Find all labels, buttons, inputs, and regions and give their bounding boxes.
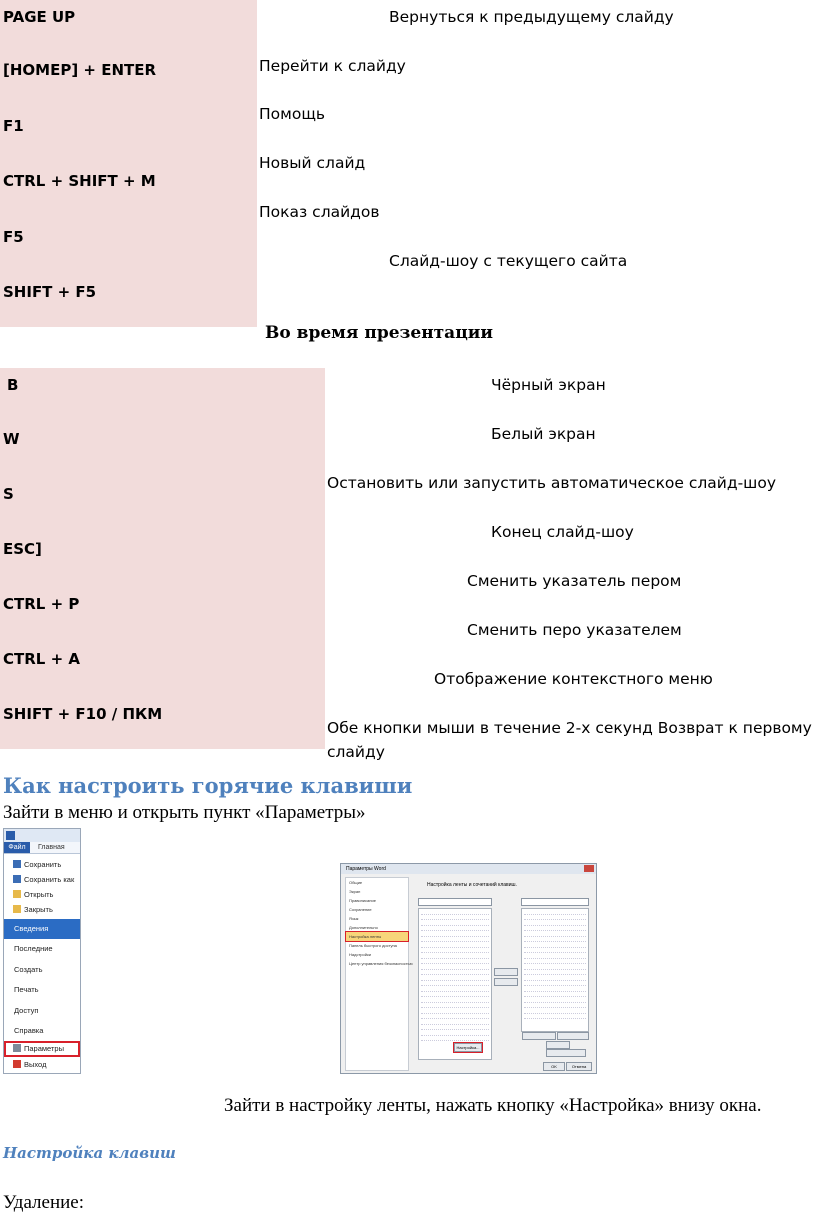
menu-item[interactable]: Последние bbox=[4, 939, 80, 959]
close-icon[interactable] bbox=[584, 865, 594, 872]
cancel-button[interactable]: Отмена bbox=[566, 1062, 592, 1071]
commands-dropdown[interactable] bbox=[418, 898, 492, 906]
table1-desc: Вернуться к предыдущему слайду bbox=[389, 8, 674, 26]
table1-desc: Слайд-шоу с текущего сайта bbox=[389, 252, 628, 270]
table2-key: CTRL + P bbox=[3, 595, 80, 613]
exit-icon bbox=[13, 1060, 21, 1068]
dialog-title: Параметры Word bbox=[346, 866, 386, 872]
table1-key: PAGE UP bbox=[3, 8, 76, 26]
menu-item[interactable]: Закрыть bbox=[4, 903, 80, 917]
add-button[interactable] bbox=[494, 968, 518, 976]
table1-key: F5 bbox=[3, 228, 24, 246]
tabs-list[interactable] bbox=[521, 908, 589, 1032]
menu-item-exit[interactable]: Выход bbox=[4, 1058, 80, 1072]
step1-text: Зайти в меню и открыть пункт «Параметры» bbox=[3, 802, 366, 823]
tabs-dropdown[interactable] bbox=[521, 898, 589, 906]
sidebar-item[interactable]: Экран bbox=[349, 889, 361, 894]
word-logo-icon bbox=[6, 831, 15, 840]
table2-key: ESC] bbox=[3, 540, 42, 558]
menu-item-info[interactable]: Сведения bbox=[4, 919, 80, 939]
sidebar-item-customize-ribbon[interactable]: Настройка ленты bbox=[346, 932, 408, 941]
menu-item-params[interactable]: Параметры bbox=[4, 1041, 80, 1057]
table1-key: F1 bbox=[3, 117, 24, 135]
table2-key: S bbox=[3, 485, 14, 503]
word-options-dialog-screenshot bbox=[340, 863, 597, 1074]
table2-desc: Отображение контекстного меню bbox=[434, 670, 713, 688]
tab-home[interactable]: Главная bbox=[38, 844, 65, 851]
sidebar-item[interactable]: Правописание bbox=[349, 898, 376, 903]
table1-desc: Помощь bbox=[259, 105, 326, 123]
table2-extra-line: слайду bbox=[327, 743, 385, 761]
table2-desc: Белый экран bbox=[491, 425, 596, 443]
menu-item[interactable]: Справка bbox=[4, 1021, 80, 1041]
table2-desc: Сменить перо указателем bbox=[467, 621, 682, 639]
table1-desc: Перейти к слайду bbox=[259, 57, 406, 75]
customize-keyboard-button[interactable]: Настройка... bbox=[454, 1043, 482, 1052]
deletion-label: Удаление: bbox=[3, 1192, 85, 1213]
ok-button[interactable]: OK bbox=[543, 1062, 565, 1071]
table1-key: [НОМЕР] + ENTER bbox=[3, 61, 157, 79]
save-icon bbox=[13, 860, 21, 868]
sidebar-item[interactable]: Язык bbox=[349, 916, 359, 921]
file-menu-screenshot bbox=[3, 828, 81, 1074]
how-to-title: Как настроить горячие клавиши bbox=[3, 773, 413, 798]
subheading-key-settings: Настройка клавиш bbox=[3, 1144, 176, 1162]
commands-list[interactable] bbox=[418, 908, 492, 1060]
close-folder-icon bbox=[13, 905, 21, 913]
quick-access-toolbar bbox=[4, 829, 80, 842]
table1-desc: Показ слайдов bbox=[259, 203, 380, 221]
dialog-sidebar bbox=[345, 877, 413, 1071]
ribbon-heading: Настройка ленты и сочетаний клавиш. bbox=[427, 882, 517, 888]
save-as-icon bbox=[13, 875, 21, 883]
table2-key: CTRL + A bbox=[3, 650, 80, 668]
menu-item[interactable]: Создать bbox=[4, 960, 80, 980]
table1-desc: Новый слайд bbox=[259, 154, 366, 172]
table2-extra-line: Обе кнопки мыши в течение 2-х секунд Возврат к первому bbox=[327, 719, 812, 737]
tab-file[interactable]: Файл bbox=[4, 842, 30, 853]
table2-key: B bbox=[7, 376, 19, 394]
section-heading: Во время презентации bbox=[265, 323, 493, 343]
sidebar-item[interactable]: Надстройки bbox=[349, 952, 371, 957]
sidebar-item[interactable]: Общие bbox=[349, 880, 363, 885]
table2-desc: Конец слайд-шоу bbox=[491, 523, 634, 541]
sidebar-item[interactable]: Дополнительно bbox=[349, 925, 378, 930]
menu-item[interactable]: Сохранить как bbox=[4, 873, 80, 887]
remove-button[interactable] bbox=[494, 978, 518, 986]
sidebar-item[interactable]: Сохранение bbox=[349, 907, 372, 912]
folder-icon bbox=[13, 890, 21, 898]
sidebar-item[interactable]: Центр управления безопасностью bbox=[349, 961, 413, 966]
table2-desc: Чёрный экран bbox=[491, 376, 606, 394]
menu-item[interactable]: Открыть bbox=[4, 888, 80, 902]
step2-text: Зайти в настройку ленты, нажать кнопку «Настройка» внизу окна. bbox=[224, 1095, 762, 1116]
table1-key-column bbox=[0, 0, 257, 327]
table2-desc: Остановить или запустить автоматическое слайд-шоу bbox=[327, 474, 777, 492]
dialog-titlebar bbox=[341, 864, 596, 874]
menu-item[interactable]: Сохранить bbox=[4, 858, 80, 872]
new-tab-button[interactable] bbox=[522, 1032, 556, 1040]
sidebar-item[interactable]: Панель быстрого доступа bbox=[349, 943, 397, 948]
menu-item[interactable]: Доступ bbox=[4, 1001, 80, 1021]
reset-dropdown[interactable] bbox=[546, 1041, 570, 1049]
table2-key-column bbox=[0, 368, 325, 749]
table2-key: W bbox=[3, 430, 20, 448]
options-icon bbox=[13, 1044, 21, 1052]
new-group-button[interactable] bbox=[557, 1032, 589, 1040]
table1-key: CTRL + SHIFT + M bbox=[3, 172, 156, 190]
ribbon-tabs bbox=[4, 842, 80, 854]
table2-desc: Сменить указатель пером bbox=[467, 572, 682, 590]
import-export-button[interactable] bbox=[546, 1049, 586, 1057]
table1-key: SHIFT + F5 bbox=[3, 283, 97, 301]
table2-key: SHIFT + F10 / ПКМ bbox=[3, 705, 163, 723]
menu-item[interactable]: Печать bbox=[4, 980, 80, 1000]
